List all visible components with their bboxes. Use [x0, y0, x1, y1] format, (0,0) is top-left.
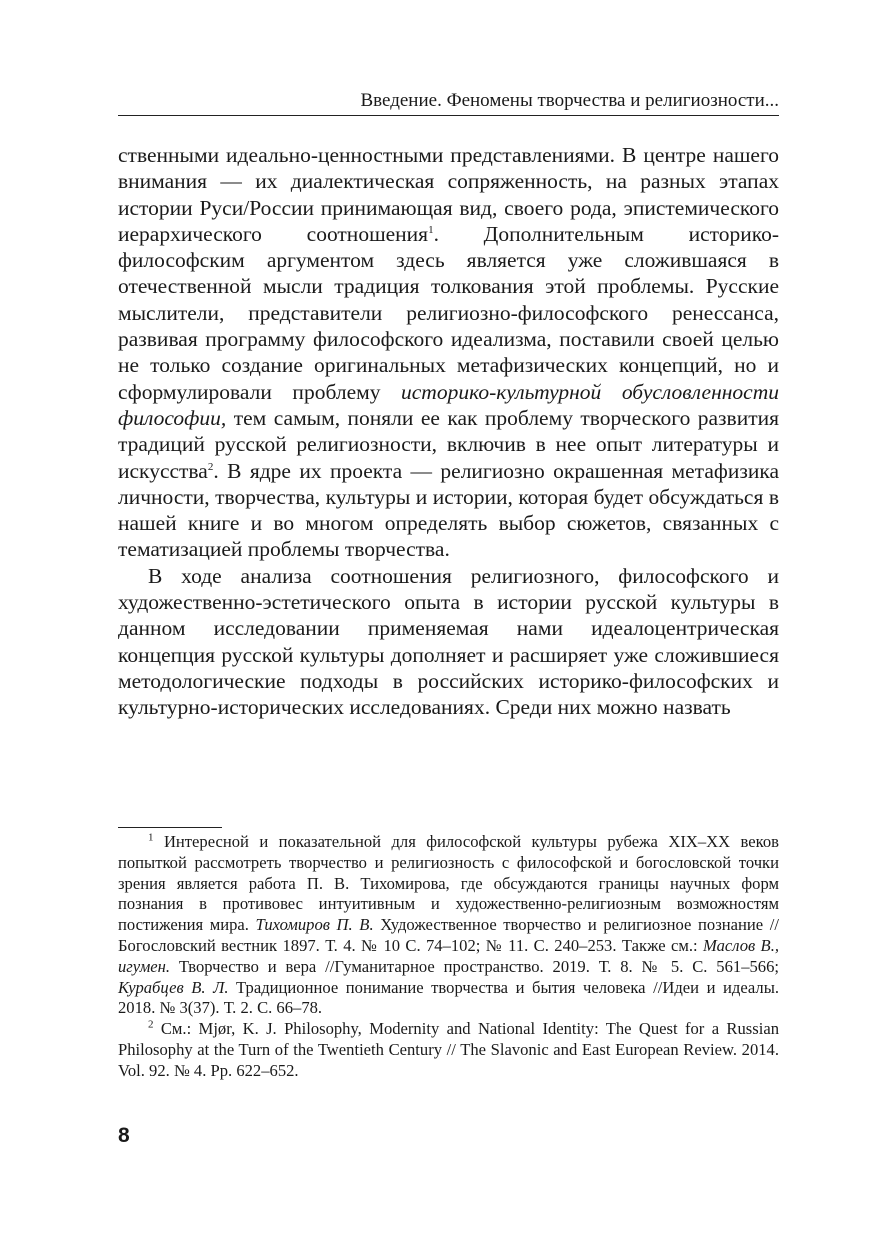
paragraph-1-part-4: . В ядре их проекта — религиозно окрашенная метафизика личности, творчества, культуры и истории, которая будет обсуждаться в нашей книге и во многом определять выбор сюжетов, связанных с тематизацией проблемы творчества. — [118, 458, 779, 562]
main-text — [118, 142, 779, 721]
running-header — [118, 88, 779, 114]
footnote-2-text: См.: Mjør, K. J. Philosophy, Modernity and National Identity: The Quest for a Russian Philosophy at the Turn of the Twentieth Century // The Slavonic and East European Review. 2014. Vol. 92. № 4. Pp. 622–652. — [118, 1019, 779, 1080]
footnote-1-text-4: Традиционное понимание творчества и бытия человека //Идеи и идеалы. 2018. № 3(37). Т. 2. С. 66–78. — [118, 977, 779, 1018]
footnote-rule — [118, 827, 222, 828]
footnotes — [118, 832, 779, 1082]
footnote-1-author-3: Курабцев В. Л. — [118, 977, 229, 997]
footnote-1-text-3: Творчество и вера //Гуманитарное пространство. 2019. Т. 8. № 5. С. 561–566; — [170, 956, 779, 976]
paragraph-1-emphasis: историко-культурной обусловленности философии, — [118, 379, 779, 430]
footnote-1-author-1: Тихомиров П. В. — [255, 915, 374, 935]
footnote-ref-1[interactable]: 1 — [428, 223, 434, 236]
footnote-1-text-1: Интересной и показательной для философской культуры рубежа XIX–XX веков попыткой рассмотреть творчество и религиозность с философской и богословской точки зрения является работа П. В. Тихомирова, где обсуждаются границы научных форм познания в противовес интуитивным и художественно-религиозным возможностям постижения мира. — [118, 832, 779, 935]
page-number: 8 — [118, 1124, 130, 1147]
footnote-1-author-2: Маслов В., игумен. — [118, 935, 779, 976]
footnote-2-number: 2 — [148, 1018, 154, 1031]
header-rule — [118, 115, 779, 116]
paragraph-1 — [118, 142, 779, 563]
footnote-1-number: 1 — [148, 831, 154, 844]
footnote-1 — [118, 832, 779, 1019]
footnote-ref-2[interactable]: 2 — [207, 460, 214, 473]
footnote-1-text-2: Художественное творчество и религиозное познание // Богословский вестник 1897. Т. 4. № 10 С. 74–102; № 11. С. 240–253. Также см.: — [118, 915, 779, 955]
paragraph-1-part-2: . Дополнительным историко-философским аргументом здесь является уже сложившаяся в отечественной мысли традиция толкования этой проблемы. Русские мыслители, представители религиозно-философского ренессанса, развивая программу философского идеализма, поставили своей целью не только создание оригинальных метафизических концепций, но и сформулировали проблему — [118, 221, 779, 404]
footnote-2 — [118, 1019, 779, 1081]
running-title: Введение. Феномены творчества и религиозности... — [360, 90, 779, 111]
paragraph-1-part-3: тем самым, поняли ее как проблему творческого развития традиций русской религиозности, включив в нее опыт литературы и искусства — [118, 405, 779, 483]
paragraph-1-part-1: ственными идеально-ценностными представлениями. В центре нашего внимания — их диалектическая сопряженность, на разных этапах истории Руси/России принимающая вид, своего рода, эпистемического иерархического соотношения — [118, 143, 779, 246]
paragraph-2: В ходе анализа соотношения религиозного, философского и художественно-эстетического опыта в истории русской культуры в данном исследовании применяемая нами идеалоцентрическая концепция русской культуры дополняет и расширяет уже сложившиеся методологические подходы в российских историко-философских и культурно-исторических исследованиях. Среди них можно назвать — [118, 563, 779, 720]
